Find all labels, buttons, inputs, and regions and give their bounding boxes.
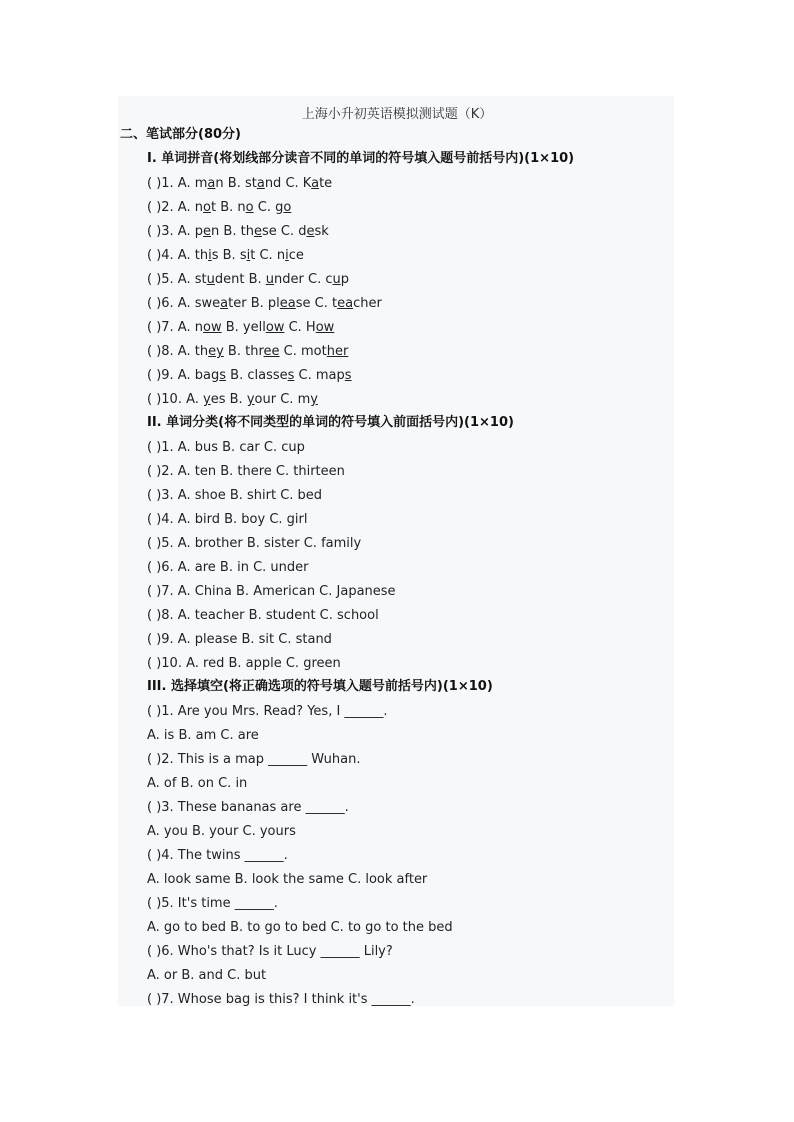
word-part: dent <box>214 272 245 287</box>
word-part: t <box>332 296 338 311</box>
word-part: bag <box>194 368 220 383</box>
classification-item: ( )9. A. please B. sit C. stand <box>147 632 332 647</box>
phonics-item <box>147 272 349 288</box>
answer-options: A. go to bed B. to go to bed C. to go to the bed <box>147 920 453 935</box>
option-c-word <box>332 296 382 311</box>
underlined-part: a <box>256 176 265 191</box>
option-letter: C. <box>276 224 299 239</box>
underlined-part: o <box>203 200 211 215</box>
word-part: cher <box>353 296 382 311</box>
word-part: te <box>319 176 333 191</box>
word-part: c <box>325 272 333 287</box>
word-part: mot <box>301 344 327 359</box>
option-letter: C. <box>276 392 298 407</box>
phonics-item <box>147 296 382 312</box>
classification-item: ( )4. A. bird B. boy C. girl <box>147 512 308 527</box>
option-letter: C. <box>310 296 333 311</box>
item-number: ( )5. A. <box>147 272 195 287</box>
option-a-word <box>195 368 226 383</box>
word-part: nd <box>264 176 282 191</box>
word-part: n <box>194 200 203 215</box>
phonics-item <box>147 392 318 408</box>
classification-item: ( )3. A. shoe B. shirt C. bed <box>147 488 323 503</box>
underlined-part: ea <box>279 296 296 311</box>
word-part: swe <box>194 296 221 311</box>
word-part: n <box>194 320 203 335</box>
word-part: sk <box>314 224 329 239</box>
word-part: s <box>239 248 247 263</box>
word-part: t <box>250 248 256 263</box>
word-part: s <box>211 248 219 263</box>
underlined-part: her <box>326 344 349 359</box>
option-letter: C. <box>303 272 326 287</box>
underlined-part: y <box>203 392 211 407</box>
part3-heading: III. 选择填空(将正确选项的符号填入题号前括号内)(1×10) <box>147 679 493 694</box>
part1-heading: I. 单词拼音(将划线部分读音不同的单词的符号填入题号前括号内)(1×10) <box>147 151 575 166</box>
option-b-word <box>237 200 253 215</box>
answer-options: A. of B. on C. in <box>147 776 248 791</box>
item-number: ( )1. A. <box>147 176 195 191</box>
option-b-word <box>241 224 277 239</box>
answer-options: A. you B. your C. yours <box>147 824 296 839</box>
part2-heading: II. 单词分类(将不同类型的单词的符号填入前面括号内)(1×10) <box>147 415 514 430</box>
classification-item: ( )8. A. teacher B. student C. school <box>147 608 379 623</box>
section-heading: 二、笔试部分(80分) <box>120 127 241 142</box>
word-part: p <box>194 224 204 239</box>
item-number: ( )4. A. <box>147 248 195 263</box>
word-part: n <box>276 248 286 263</box>
option-b-word <box>247 392 276 407</box>
underlined-part: a <box>220 296 229 311</box>
word-part: K <box>302 176 312 191</box>
option-b-word <box>243 320 285 335</box>
word-part: n <box>211 224 220 239</box>
underlined-part: a <box>207 176 216 191</box>
question-line: ( )1. Are you Mrs. Read? Yes, I ______. <box>147 704 388 719</box>
option-letter: B. <box>244 272 266 287</box>
option-letter: C. <box>279 344 302 359</box>
classification-item: ( )10. A. red B. apple C. green <box>147 656 341 671</box>
word-part: our <box>254 392 277 407</box>
option-a-word <box>195 200 216 215</box>
option-letter: B. <box>216 200 238 215</box>
underlined-part: e <box>203 224 212 239</box>
option-a-word <box>195 272 245 287</box>
option-a-word <box>195 248 219 263</box>
option-c-word <box>303 176 332 191</box>
word-part: st <box>244 176 257 191</box>
underlined-part: u <box>265 272 275 287</box>
underlined-part: i <box>208 248 212 263</box>
word-part: n <box>215 176 224 191</box>
underlined-part: a <box>311 176 320 191</box>
word-part: st <box>194 272 207 287</box>
question-line: ( )7. Whose bag is this? I think it's ______. <box>147 992 415 1007</box>
word-part: classe <box>247 368 288 383</box>
word-part: H <box>305 320 316 335</box>
word-part: yell <box>242 320 266 335</box>
item-number: ( )8. A. <box>147 344 195 359</box>
classification-item: ( )5. A. brother B. sister C. family <box>147 536 362 551</box>
word-part: th <box>240 224 254 239</box>
word-part: nder <box>274 272 304 287</box>
option-letter: B. <box>226 368 248 383</box>
underlined-part: u <box>206 272 215 287</box>
word-part: m <box>297 392 311 407</box>
word-part: es <box>210 392 226 407</box>
word-part: ter <box>228 296 247 311</box>
option-b-word <box>247 368 294 383</box>
option-b-word <box>268 296 311 311</box>
underlined-part: ey <box>208 344 224 359</box>
item-number: ( )9. A. <box>147 368 195 383</box>
option-letter: C. <box>294 368 316 383</box>
underlined-part: ea <box>337 296 354 311</box>
underlined-part: i <box>246 248 251 263</box>
option-letter: B. <box>223 344 246 359</box>
word-part: m <box>194 176 208 191</box>
word-part: th <box>194 248 209 263</box>
option-a-word <box>195 344 224 359</box>
option-a-word <box>203 392 225 407</box>
word-part: th <box>194 344 209 359</box>
word-part: d <box>298 224 307 239</box>
underlined-part: e <box>253 224 262 239</box>
option-letter: B. <box>221 320 243 335</box>
underlined-part: y <box>310 392 318 407</box>
option-c-word <box>325 272 349 287</box>
underlined-part: s <box>287 368 295 383</box>
phonics-item <box>147 224 329 240</box>
option-letter: B. <box>219 224 241 239</box>
option-a-word <box>195 296 247 311</box>
word-part: p <box>340 272 350 287</box>
option-c-word <box>298 392 318 407</box>
classification-item: ( )7. A. China B. American C. Japanese <box>147 584 396 599</box>
answer-options: A. or B. and C. but <box>147 968 267 983</box>
underlined-part: o <box>283 200 292 215</box>
underlined-part: o <box>245 200 254 215</box>
question-line: ( )5. It's time ______. <box>147 896 278 911</box>
option-a-word <box>195 320 222 335</box>
underlined-part: ow <box>203 320 222 335</box>
option-letter: B. <box>246 296 268 311</box>
answer-options: A. is B. am C. are <box>147 728 259 743</box>
question-line: ( )2. This is a map ______ Wuhan. <box>147 752 361 767</box>
word-part: t <box>210 200 217 215</box>
phonics-item <box>147 344 348 360</box>
underlined-part: s <box>344 368 352 383</box>
word-part: se <box>295 296 311 311</box>
underlined-part: i <box>285 248 289 263</box>
word-part: g <box>275 200 284 215</box>
item-number: ( )2. A. <box>147 200 195 215</box>
option-letter: C. <box>253 200 276 215</box>
item-number: ( )10. A. <box>147 392 204 407</box>
option-letter: B. <box>225 392 247 407</box>
word-part: pl <box>267 296 280 311</box>
underlined-part: ow <box>315 320 335 335</box>
option-b-word <box>266 272 304 287</box>
question-line: ( )6. Who's that? Is it Lucy ______ Lily? <box>147 944 393 959</box>
phonics-item <box>147 368 352 384</box>
option-b-word <box>240 248 256 263</box>
question-line: ( )4. The twins ______. <box>147 848 288 863</box>
underlined-part: y <box>246 392 255 407</box>
option-letter: B. <box>223 176 245 191</box>
option-letter: C. <box>281 176 303 191</box>
underlined-part: u <box>332 272 341 287</box>
answer-options: A. look same B. look the same C. look after <box>147 872 428 887</box>
question-line: ( )3. These bananas are ______. <box>147 800 349 815</box>
word-part: se <box>261 224 277 239</box>
classification-item: ( )2. A. ten B. there C. thirteen <box>147 464 345 479</box>
phonics-item <box>147 248 304 264</box>
phonics-item <box>147 200 291 216</box>
option-c-word <box>316 368 352 383</box>
option-letter: C. <box>255 248 277 263</box>
option-b-word <box>245 176 281 191</box>
option-c-word <box>301 344 348 359</box>
word-part: thr <box>245 344 264 359</box>
item-number: ( )7. A. <box>147 320 195 335</box>
underlined-part: s <box>219 368 227 383</box>
option-a-word <box>195 224 220 239</box>
underlined-part: ee <box>263 344 280 359</box>
underlined-part: e <box>306 224 315 239</box>
word-part: n <box>237 200 246 215</box>
underlined-part: ow <box>265 320 285 335</box>
option-c-word <box>277 248 304 263</box>
word-part: ce <box>288 248 304 263</box>
option-c-word <box>298 224 329 239</box>
option-c-word <box>275 200 291 215</box>
page-title: 上海小升初英语模拟测试题（K） <box>301 107 493 122</box>
option-c-word <box>306 320 334 335</box>
item-number: ( )6. A. <box>147 296 195 311</box>
option-b-word <box>245 344 279 359</box>
option-letter: B. <box>218 248 240 263</box>
phonics-item <box>147 176 332 192</box>
classification-item: ( )6. A. are B. in C. under <box>147 560 309 575</box>
item-number: ( )3. A. <box>147 224 195 239</box>
phonics-item <box>147 320 334 336</box>
option-letter: C. <box>284 320 306 335</box>
classification-item: ( )1. A. bus B. car C. cup <box>147 440 305 455</box>
word-part: map <box>315 368 345 383</box>
option-a-word <box>195 176 224 191</box>
